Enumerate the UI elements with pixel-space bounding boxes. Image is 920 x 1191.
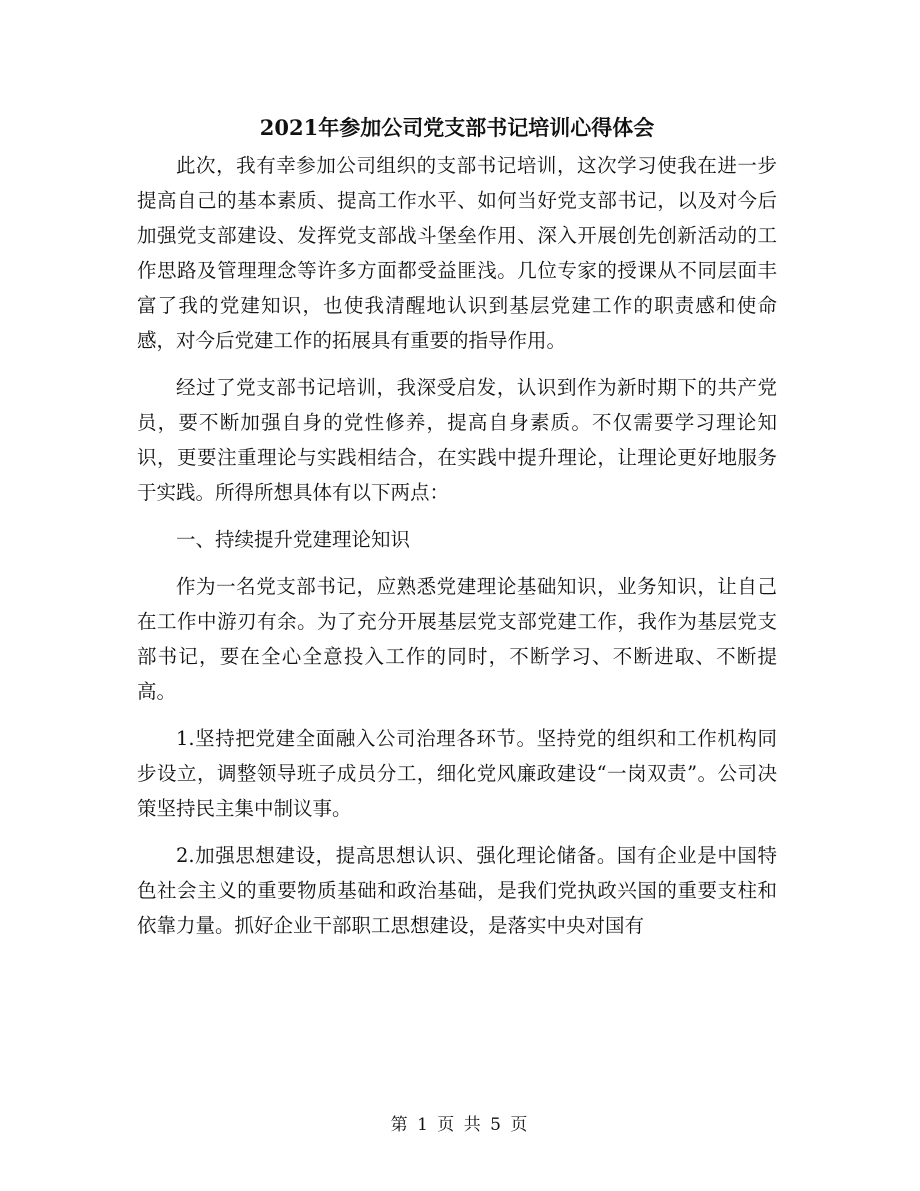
document-body [137,108,777,955]
document-title: 2021年参加公司党支部书记培训心得体会 [259,115,655,140]
paragraph-item-1: 1.坚持把党建全面融入公司治理各环节。坚持党的组织和工作机构同步设立，调整领导班子成员分工，细化党风廉政建设“一岗双责”。公司决策坚持民主集中制议事。 [137,727,777,820]
section-heading-1: 一、持续提升党建理论知识 [176,528,411,551]
page-number-footer: 第 1 页 共 5 页 [390,1115,530,1135]
paragraph-item-2: 2.加强思想建设，提高思想认识、强化理论储备。国有企业是中国特色社会主义的重要物质基础和政治基础，是我们党执政兴国的重要支柱和依靠力量。抓好企业干部职工思想建设，是落实中央对国有 [137,844,777,937]
paragraph-section-1: 作为一名党支部书记，应熟悉党建理论基础知识，业务知识，让自己在工作中游刃有余。为了充分开展基层党支部党建工作，我作为基层党支部书记，要在全心全意投入工作的同时，不断学习、不断进取、不断提高。 [137,575,777,703]
paragraph-insight: 经过了党支部书记培训，我深受启发，认识到作为新时期下的共产党员，要不断加强自身的党性修养，提高自身素质。不仅需要学习理论知识，更要注重理论与实践相结合，在实践中提升理论，让理论更好地服务于实践。所得所想具体有以下两点： [137,376,777,504]
paragraph-intro: 此次，我有幸参加公司组织的支部书记培训，这次学习使我在进一步提高自己的基本素质、提高工作水平、如何当好党支部书记，以及对今后加强党支部建设、发挥党支部战斗堡垒作用、深入开展创先创新活动的工作思路及管理理念等许多方面都受益匪浅。几位专家的授课从不同层面丰富了我的党建知识，也使我清醒地认识到基层党建工作的职责感和使命感，对今后党建工作的拓展具有重要的指导作用。 [137,154,777,352]
